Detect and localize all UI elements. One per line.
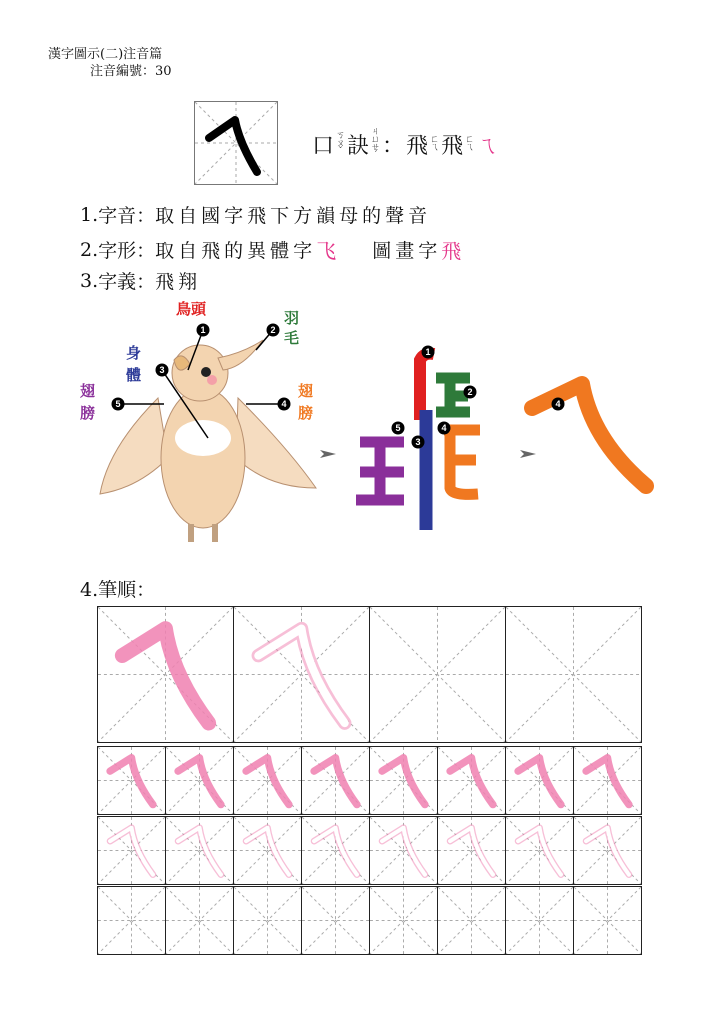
trace-cell (97, 746, 166, 815)
trace-cell (437, 746, 506, 815)
trace-cell (165, 816, 234, 885)
svg-text:1: 1 (200, 325, 206, 335)
stroke-decomposition (320, 340, 660, 540)
mnemonic-label: 口 (312, 133, 335, 159)
label-body: 身體 (126, 344, 142, 384)
variant-char: 飞 (316, 239, 337, 263)
demo-cell (233, 606, 370, 743)
practice-cell (301, 886, 370, 955)
arrow-icon (520, 450, 536, 458)
practice-cell-large (369, 606, 506, 743)
label-head: 鳥頭 (176, 300, 207, 318)
trace-cell (437, 816, 506, 885)
trace-cell (369, 816, 438, 885)
item-shape: 2. 字形 ： 取自飛的異體字 飞 圖畫字 飛 (80, 235, 461, 264)
svg-text:5: 5 (395, 423, 401, 433)
item-meaning: 3. 字義 ： 飛翔 (80, 269, 202, 293)
svg-text:4: 4 (441, 423, 447, 433)
practice-cell (437, 886, 506, 955)
svg-text:4: 4 (555, 399, 561, 409)
trace-cell (573, 816, 642, 885)
page-header (48, 46, 172, 80)
svg-text:1: 1 (425, 347, 431, 357)
mnemonic-answer: ㄟ (476, 133, 499, 159)
svg-text:3: 3 (159, 365, 165, 375)
practice-cell (233, 886, 302, 955)
label-wing-left: 翅膀 (80, 382, 96, 422)
trace-cell (301, 746, 370, 815)
main-symbol-box (194, 101, 278, 185)
label-feather: 羽毛 (284, 309, 300, 347)
practice-cell (97, 886, 166, 955)
svg-text:2: 2 (467, 387, 473, 397)
item-sound: 1. 字音 ： 取自國字飛下方韻母的聲音 (80, 203, 432, 227)
series-title: 漢字圖示(二)注音篇 (48, 47, 163, 62)
demo-cell (97, 606, 234, 743)
practice-cell (165, 886, 234, 955)
trace-cell (233, 816, 302, 885)
trace-cell (573, 746, 642, 815)
trace-cell (505, 746, 574, 815)
trace-cell (165, 746, 234, 815)
practice-cell (369, 886, 438, 955)
trace-cell (505, 816, 574, 885)
trace-cell (233, 746, 302, 815)
symbol-code: 注音編號：30 (90, 64, 172, 79)
picture-char: 飛 (441, 239, 462, 263)
practice-cell (573, 886, 642, 955)
trace-cell (97, 816, 166, 885)
stroke-order-heading: 4.筆順 ： (80, 579, 156, 601)
arrow-icon (320, 450, 336, 458)
trace-cell (301, 816, 370, 885)
label-wing-right: 翅膀 (298, 382, 314, 422)
trace-cell (369, 746, 438, 815)
svg-text:3: 3 (415, 437, 421, 447)
mnemonic-line: 口 ㄎㄡˇ 訣 ㄐㄩㄝˊ ： 飛 ㄈㄟ 飛 ㄈㄟ ㄟ (312, 127, 499, 161)
practice-cell-large (505, 606, 642, 743)
practice-cell (505, 886, 574, 955)
svg-text:2: 2 (270, 325, 276, 335)
svg-text:5: 5 (115, 399, 121, 409)
svg-text:4: 4 (281, 399, 287, 409)
